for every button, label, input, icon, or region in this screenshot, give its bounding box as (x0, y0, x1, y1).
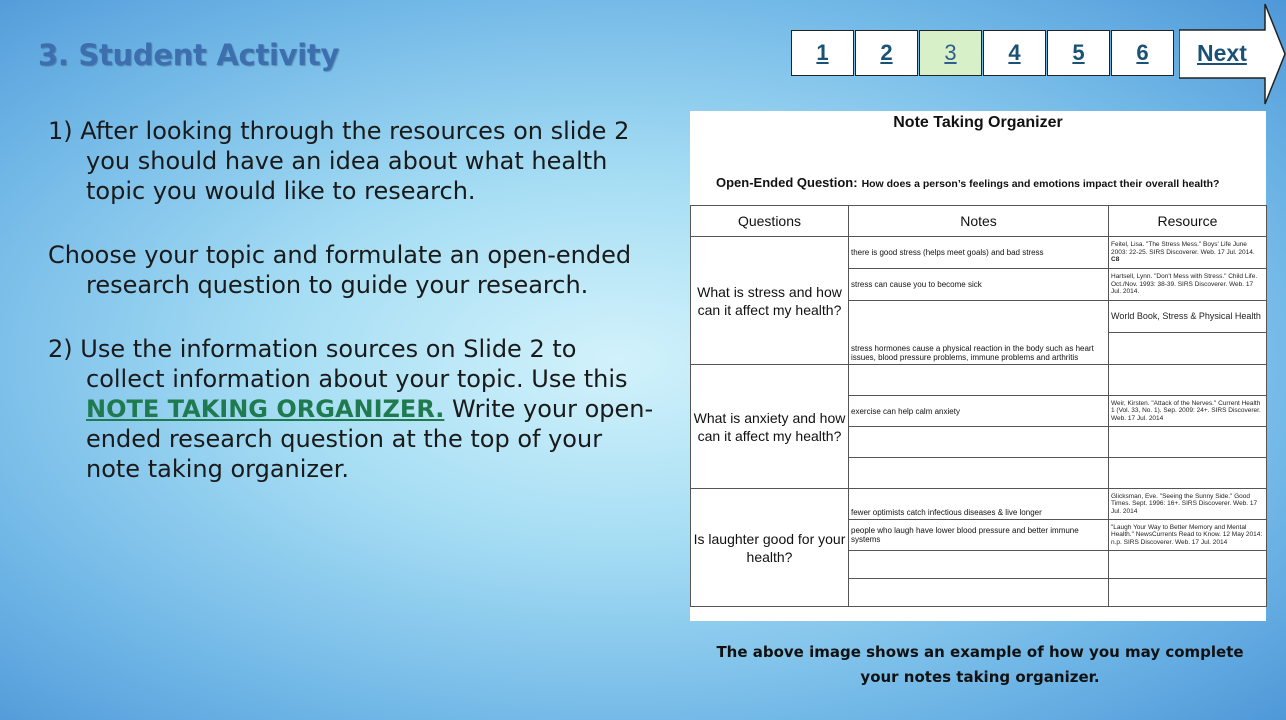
resource-cell (1109, 237, 1267, 269)
note-taking-organizer-example (690, 111, 1266, 621)
nav-page-6[interactable]: 6 (1111, 30, 1174, 76)
note-taking-organizer-link[interactable]: NOTE TAKING ORGANIZER. (86, 395, 445, 423)
note-cell: there is good stress (helps meet goals) and bad stress (849, 237, 1109, 269)
organizer-table (690, 205, 1267, 607)
empty-cell (849, 365, 1109, 396)
open-ended-question (716, 175, 1219, 190)
resource-cell: World Book, Stress & Physical Health (1109, 301, 1267, 333)
question-cell: What is anxiety and how can it affect my health? (691, 365, 849, 489)
empty-cell (849, 551, 1109, 579)
empty-cell (1109, 551, 1267, 579)
note-cell: stress hormones cause a physical reaction in the body such as heart issues, blood pressure problems, immune problems and arthritis (849, 301, 1109, 365)
empty-cell (849, 427, 1109, 458)
question-cell: Is laughter good for your health? (691, 489, 849, 607)
resource-cell: "Laugh Your Way to Better Memory and Mental Health." NewsCurrents Read to Know. 12 May 2014: n.p. SIRS Discoverer. Web. 17 Jul. 2014 (1109, 520, 1267, 551)
empty-cell (1109, 579, 1267, 607)
organizer-title: Note Taking Organizer (893, 114, 1063, 131)
header-resource: Resource (1109, 206, 1267, 237)
empty-cell (849, 458, 1109, 489)
resource-cell: Hartsell, Lynn. "Don't Mess with Stress." Child Life. Oct./Nov. 1993: 38-39. SIRS Discoverer. Web. 17 Jul. 2014. (1109, 269, 1267, 301)
instruction-3-before: 2) Use the information sources on Slide 2 to collect information about your topic. Use this (48, 335, 628, 393)
instruction-1: 1) After looking through the resources on slide 2 you should have an idea about what health topic you would like to research. (48, 117, 630, 205)
oe-question: How does a person’s feelings and emotions impact their overall health? (861, 178, 1220, 190)
empty-cell (1109, 427, 1267, 458)
empty-cell (1109, 333, 1267, 365)
resource-text: Feitel, Lisa. "The Stress Mess." Boys' Life June 2003: 22-25. SIRS Discoverer. Web. 17 Jul. 2014. (1111, 241, 1255, 256)
instruction-2: Choose your topic and formulate an open-ended research question to guide your research. (48, 241, 632, 299)
question-cell: What is stress and how can it affect my health? (691, 237, 849, 365)
nav-page-3[interactable]: 3 (919, 30, 982, 76)
header-notes: Notes (849, 206, 1109, 237)
empty-cell (1109, 458, 1267, 489)
note-cell: people who laugh have lower blood pressure and better immune systems (849, 520, 1109, 551)
note-cell: exercise can help calm anxiety (849, 396, 1109, 427)
resource-cell: Weir, Kirsten. "Attack of the Nerves." Current Health 1 (Vol. 33, No. 1). Sep. 2009: 24+. SIRS Discoverer. Web. 17 Jul. 2014 (1109, 396, 1267, 427)
slide-title: 3. Student Activity (38, 38, 340, 72)
note-cell: stress can cause you to become sick (849, 269, 1109, 301)
empty-cell (849, 579, 1109, 607)
nav-page-1[interactable]: 1 (791, 30, 854, 76)
instruction-3-after: Write your open-ended research question at the top of your note taking organizer. (86, 395, 654, 483)
note-cell: fewer optimists catch infectious diseases & live longer (849, 489, 1109, 520)
instruction-3 (48, 334, 658, 484)
image-caption: The above image shows an example of how you may complete your notes taking organizer. (716, 643, 1244, 686)
next-button[interactable]: Next (1197, 40, 1247, 66)
nav-page-4[interactable]: 4 (983, 30, 1046, 76)
empty-cell (1109, 365, 1267, 396)
nav-page-2[interactable]: 2 (855, 30, 918, 76)
resource-tag: C8 (1111, 256, 1120, 264)
oe-label: Open-Ended Question: (716, 175, 858, 190)
instructions (48, 116, 658, 518)
nav-page-5[interactable]: 5 (1047, 30, 1110, 76)
header-questions: Questions (691, 206, 849, 237)
resource-cell: Glicksman, Eve. "Seeing the Sunny Side." Good Times. Sept. 1996: 16+. SIRS Discoverer. Web. 17 Jul. 2014 (1109, 489, 1267, 520)
